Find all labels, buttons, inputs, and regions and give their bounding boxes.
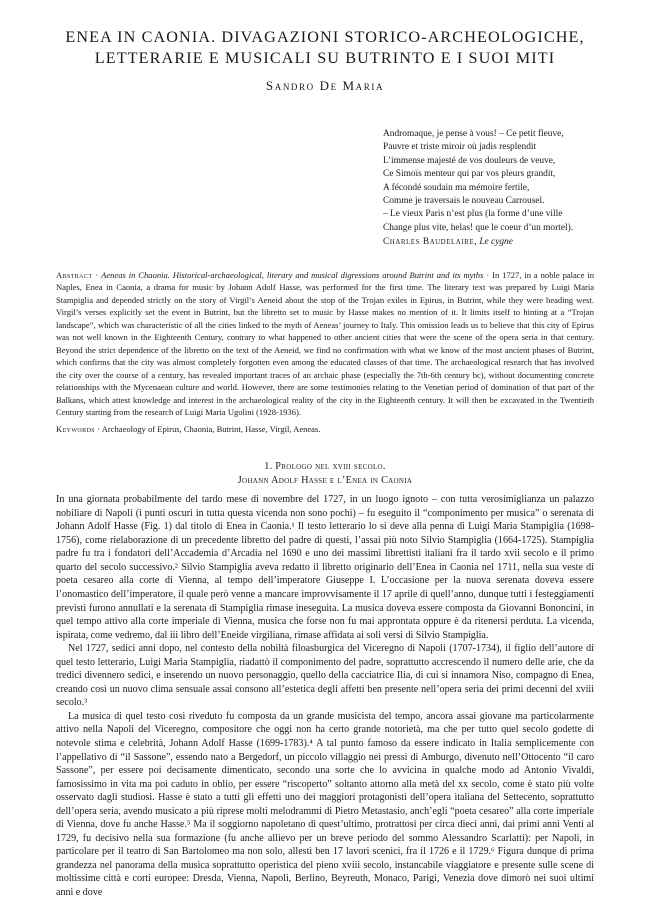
abstract (56, 269, 594, 419)
abstract-separator: · (92, 269, 102, 280)
epigraph-line: Ce Simoïs menteur qui par vos pleurs grandit, (383, 169, 556, 180)
abstract-english-title: Aeneas in Chaonia. Historical-archaeological, literary and musical digressions around Butrint and its myths (101, 269, 484, 280)
epigraph-line: Pauvre et triste miroir où jadis resplendit (383, 142, 537, 153)
section-heading (56, 460, 594, 487)
article-author: Sandro De Maria (265, 78, 385, 93)
epigraph-line: Comme je traversais le nouveau Carrousel. (383, 196, 545, 207)
keywords-text: · Archaeology of Epirus, Chaonia, Butrint, Hasse, Virgil, Aeneas. (95, 423, 321, 434)
abstract-label: Abstract (56, 269, 93, 280)
keywords (56, 423, 594, 436)
epigraph-line: Andromaque, je pense à vous! – Ce petit fleuve, (383, 129, 564, 139)
epigraph-line: Change plus vite, helas! que le coeur d’un mortel). (383, 222, 574, 233)
section-heading-line-1: 1. Prologo nel xviii secolo. (264, 461, 386, 473)
body-text (56, 493, 594, 899)
abstract-text: · In 1727, in a noble palace in Naples, Enea in Caonia, a drama for music by Johann Adolf Hasse, was performed for the first time. The literary text was prepared by Luigi Maria Stampiglia and depended strictly on the story of Virgil’s Aeneid about the stop of the Trojan exiles in Epirus, in Butrint, while they were heading west. Virgil’s verses explicitly set the event in Butrint, but the libretto set to music by Hasse makes no mention of it. It limits itself to hinting at a “Trojan landscape”, which was characteristic of all the cities linked to the myth of Aeneas’ journey to Italy. This omission leads us to believe that this city of Epirus was not well known in the Eighteenth Century, contrary to what happened to other ancient cities that were the scene of the opera seria in that century. Beyond the strict dependence of the libretto on the text of the Aeneid, we find no confirmation with what we know of the most ancient phases of Butrint, which confirms that the city was almost completely forgotten even among the educated classes of that time. The archaeological research that has involved the city over the course of a century, has revealed important traces of an archaic phase (especially the 7th-6th century bc), without documenting concrete relationships with the Mycenaean culture and world. However, there are some testimonies relating to the Venetian period of domination of that part of the Balkans, which attest knowledge and interest in the archaeological reality of the city in the Eighteenth century. It will then be excavated in the Twentieth Century starting from the research of Luigi Maria Ugolini (1928-1936). (56, 269, 594, 418)
epigraph-work: Le cygne (479, 237, 513, 248)
epigraph-line: – Le vieux Paris n’est plus (la forme d’une ville (383, 209, 563, 220)
article-title (56, 0, 594, 69)
epigraph-line: L’immense majesté de vos douleurs de veuve, (383, 155, 556, 166)
epigraph-line: A fécondé soudain ma mémoire fertile, (383, 182, 530, 193)
epigraph (383, 128, 623, 250)
body-paragraph: In una giornata probabilmente del tardo mese di novembre del 1727, in un luogo ignoto – con tutta verosimiglianza un palazzo nobiliare di Napoli (i punti oscuri in tutta questa vicenda non sono pochi) – fu eseguito il “componimento per musica” o serenata di Johann Adolf Hasse (Fig. 1) dal titolo di Enea in Caonia.¹ Il testo letterario lo si deve alla penna di Luigi Maria Stampiglia (1698-1756), come rielaborazione di un precedente libretto del padre di questi, l’assai più noto Silvio Stampiglia (1664-1725). Stampiglia padre fu tra i fondatori dell’Accademia d’Arcadia nel 1690 e uno dei massimi librettisti italiani fra il tardo xvii secolo e il primo quarto del secolo successivo.² Silvio Stampiglia aveva redatto il libretto originario dell’Enea in Caonia nel 1711, nella sua veste di poeta cesareo alla corte di Vienna, al tempo dell’imperatore Giuseppe I. L’occasione per la nuova serenata doveva essere l’onomastico dell’imperatore, il quale però venne a mancare improvvisamente il 17 aprile di quell’anno, dunque tutti i festeggiamenti previsti furono annullati e la serenata di Stampiglia rimase ineseguita. La musica doveva essere composta da Giovanni Bononcini, in quel tempo attivo alla corte imperiale di Vienna, musica che forse non fu mai approntata oppure è da ritenersi perduta. La vicenda, ispirata, come vedremo, dal iii libro dell’Eneide virgiliana, rimase affidata ai soli versi di Silvio Stampiglia. (56, 494, 594, 641)
keywords-label: Keywords (56, 423, 96, 434)
article-title-line-2: LETTERARIE E MUSICALI SU BUTRINTO E I SUOI MITI (94, 49, 556, 67)
section-heading-line-2: Johann Adolf Hasse e l’Enea in Caonia (237, 474, 413, 486)
body-paragraph: La musica di quel testo così riveduto fu composta da un grande musicista del tempo, ancora assai giovane ma particolarmente attivo nella Napoli del Viceregno, compositore che oggi non ha certo grande notorietà, ma che per tutto quel secolo godette di notevole stima e celebrità, Johann Adolf Hasse (1699-1783).⁴ A tal punto famoso da essere indicato in Italia semplicemente con l’appellativo di “il Sassone”, essendo nato a Bergedorf, un piccolo villaggio nei pressi di Amburgo, divenuto nell’Ottocento “il caro Sassone”, per essere poi decisamente dimenticato, secondo una sorte che lo avvicina in qualche modo ad Antonio Vivaldi, famosissimo in vita ma poi caduto in oblio, per essere “riscoperto” soltanto attorno alla metà del xx secolo, come è stato più volte osservato dagli studiosi. Hasse è stato a tutti gli effetti uno dei maggiori protagonisti dell’opera italiana del Settecento, soprattutto dell’opera seria, avendo musicato a più riprese molti melodrammi di Pietro Metastasio, anch’egli “poeta cesareo” alla corte imperiale di Vienna, dove fu anche Hasse.⁵ Ma il soggiorno napoletano di quest’ultimo, protrattosi per circa dieci anni, dai primi anni Venti al 1729, fu decisivo nella sua formazione (fu anche allievo per un breve periodo del sommo Alessandro Scarlatti): per Napoli, in particolare per il teatro di San Bartolomeo ma non solo, allestì ben 17 lavori scenici, fra il 1726 e il 1729.⁶ Figura dunque di prima grandezza nel panorama della musica soprattutto operistica del pieno xviii secolo, instancabile viaggiatore e presente sulle scene di moltissime città e corti europee: Dresda, Vienna, Napoli, Berlino, Beyreuth, Monaco, Parigi, Venezia dove dimorò nei suoi ultimi anni e dove (56, 710, 594, 899)
body-paragraph: Nel 1727, sedici anni dopo, nel contesto della nobiltà filoasburgica del Viceregno di Napoli (1707-1734), il figlio dell’autore di quel testo letterario, Luigi Maria Stampiglia, riadattò il componimento del padre, soprattutto accrescendo il numero delle arie, che da tredici divennero sedici, e inserendo un nuovo personaggio, quello della cacciatrice Ilia, di cui si innamora Niso, compagno di Enea, creando così un nuovo clima sensuale assai consono all’estetica degli affetti ben presente nell’opera seria dei primi decenni del xviii secolo.³ (56, 643, 594, 709)
article-title-line-1: ENEA IN CAONIA. DIVAGAZIONI STORICO-ARCHEOLOGICHE, (65, 28, 585, 46)
epigraph-author: Charles Baudelaire, (383, 237, 477, 248)
epigraph-attribution (383, 236, 623, 249)
